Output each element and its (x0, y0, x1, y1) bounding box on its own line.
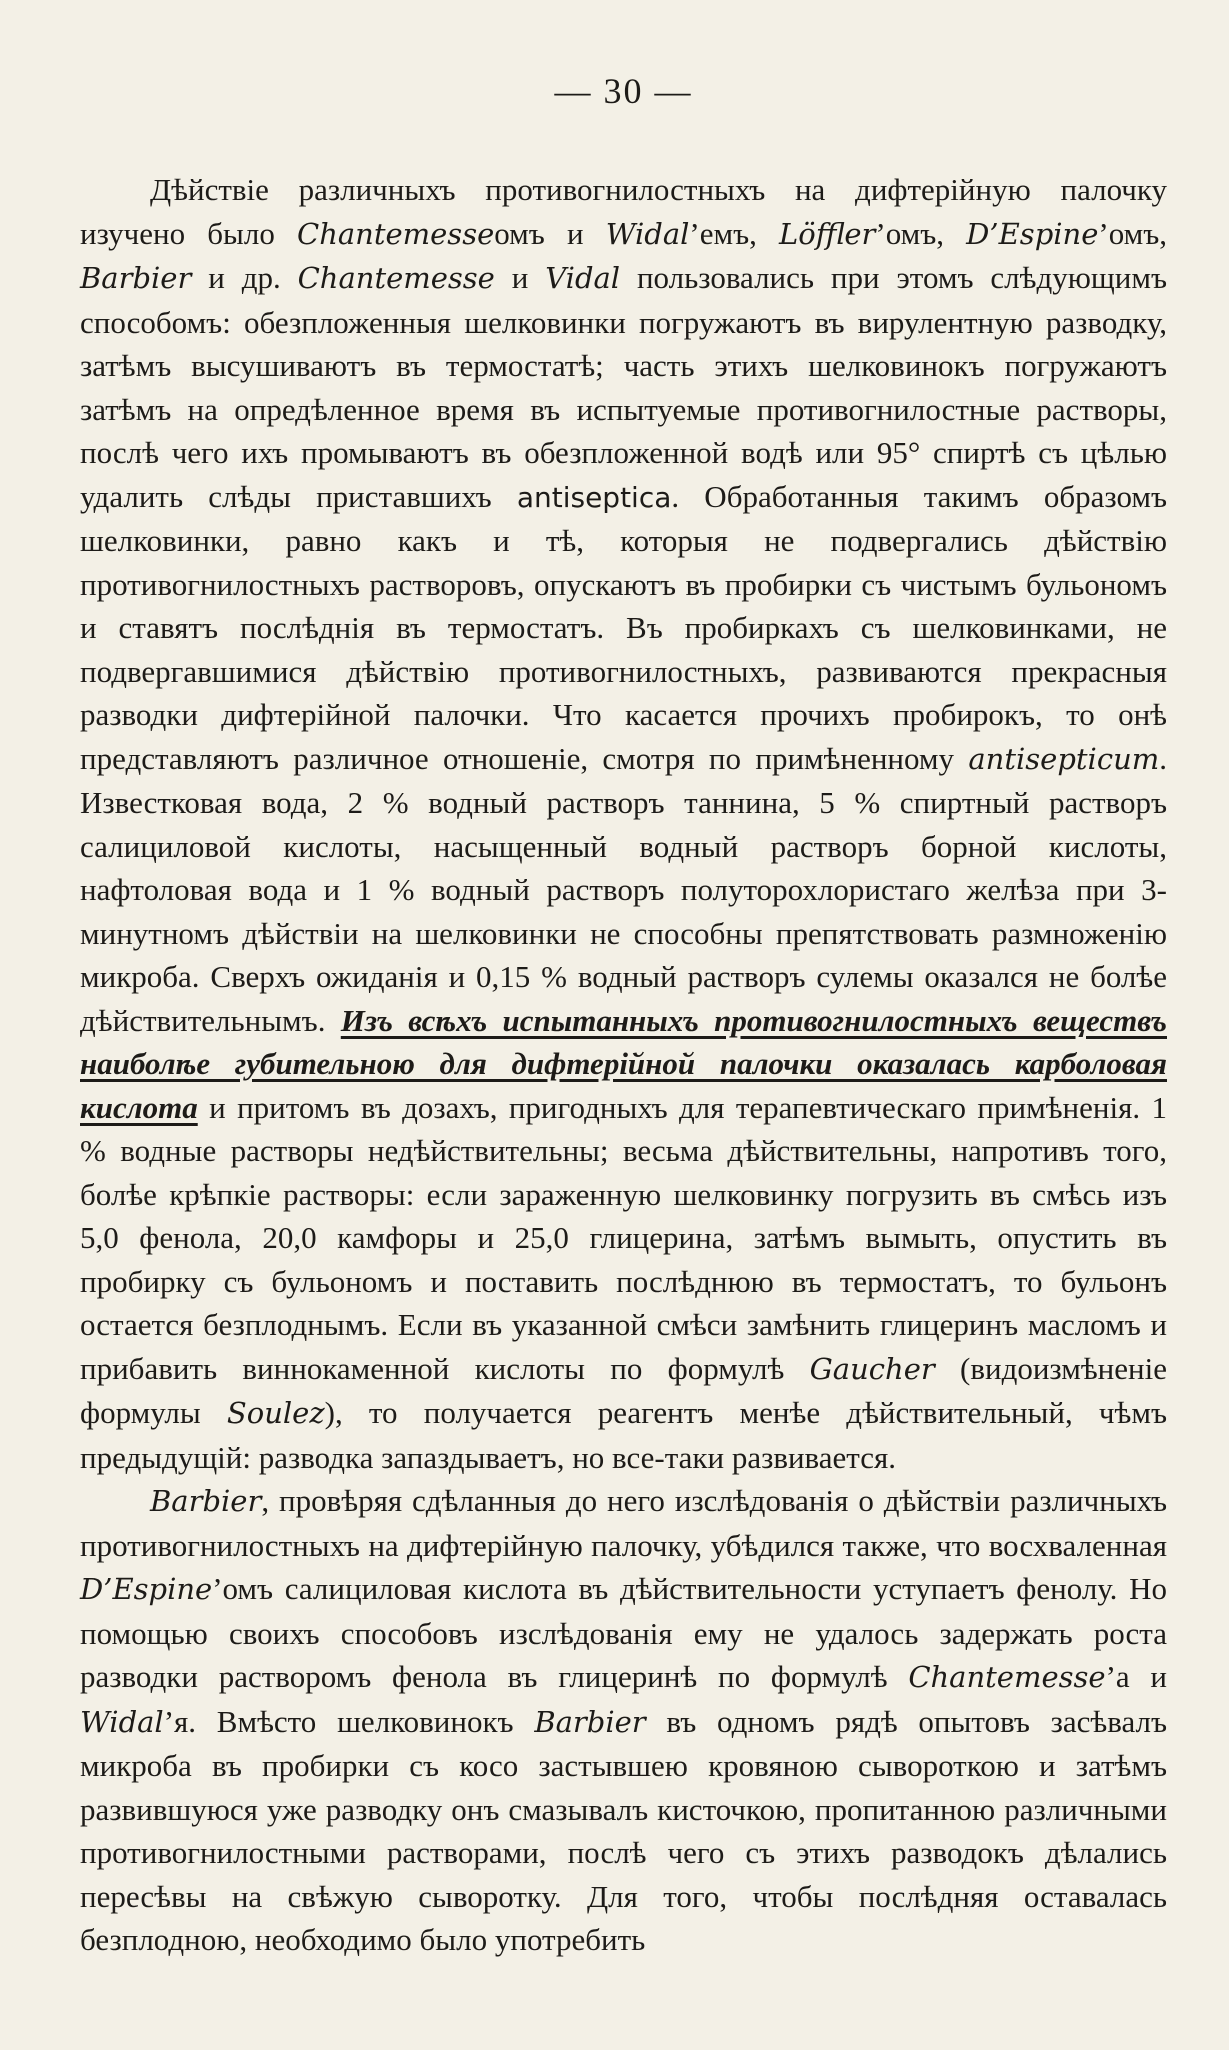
author-name: Chantemesse (297, 216, 495, 251)
author-name: D’Espine (966, 216, 1099, 251)
author-name: Chantemesse (908, 1660, 1106, 1694)
author-name: Widal (80, 1704, 164, 1739)
author-name: Barbier (534, 1704, 646, 1739)
text-run: . Известковая вода, 2 % водный растворъ таннина, 5 % спиртный растворъ салициловой кислоты, насыщенный водный растворъ борной кислоты, нафтоловая вода и 1 % водный растворъ полуторохлористаго желѣза при 3-минутномъ дѣйствіи на шелковинки не способны препятствовать размноженію микроба. Сверхъ ожиданія и 0,15 % водный растворъ сулемы оказался не болѣе дѣйствительнымъ. (80, 740, 1167, 1038)
author-name: Soulez (226, 1396, 325, 1430)
text-run: , провѣряя сдѣланныя до него изслѣдованія о дѣйствіи различныхъ противогнилостныхъ на дифтерійную палочку, убѣдился также, что восхваленная (80, 1483, 1167, 1563)
author-name: Barbier (80, 261, 192, 295)
text-run: (видоизмѣненіе формулы (80, 1350, 1167, 1430)
author-name: Gaucher (809, 1351, 935, 1386)
author-name: Vidal (545, 261, 621, 295)
author-name: Löffler (779, 216, 876, 251)
author-name: D’Espine (80, 1572, 213, 1606)
author-name: Widal (605, 216, 690, 251)
text-run: ’емъ, (689, 215, 780, 251)
text-run: ’омъ, (875, 215, 967, 251)
text-run: и др. (191, 260, 298, 295)
author-name: Chantemesse (297, 261, 495, 295)
text-run: ), то получается реагентъ менѣе дѣйствительный, чѣмъ предыдущій: разводка запаздываетъ, но все-таки развивается. (80, 1395, 1167, 1475)
paragraph-1 (80, 168, 1167, 1479)
paragraph-2 (80, 1479, 1167, 1962)
page-number-header: — 30 — (554, 71, 693, 111)
latin-term: antiseptica (516, 480, 672, 514)
emphasized-conclusion: Изъ всѣхъ испытанныхъ противогнилостныхъ веществъ наиболѣе губительною для дифтерійной палочки оказалась карболовая кислота (80, 1002, 1167, 1125)
latin-term: antisepticum (968, 741, 1160, 776)
text-run: омъ и (494, 215, 606, 251)
text-run: и (494, 260, 546, 295)
text-run: и притомъ въ дозахъ, пригодныхъ для терапевтическаго примѣненія. 1 % водные растворы недѣйствительны; весьма дѣйствительны, напротивъ того, болѣе крѣпкіе растворы: если зараженную шелковинку погрузить въ смѣсь изъ 5,0 фенола, 20,0 камфоры и 25,0 глицерина, затѣмъ вымыть, опустить въ пробирку съ бульономъ и поставить послѣднюю въ термостатъ, то бульонъ остается безплоднымъ. Если въ указанной смѣси замѣнить глицеринъ масломъ и прибавить виннокаменной кислоты по формулѣ (80, 1089, 1167, 1386)
text-run: въ одномъ рядѣ опытовъ засѣвалъ микроба въ пробирки съ косо застывшею кровяною сывороткою и затѣмъ развившуюся уже разводку онъ смазывалъ кисточкою, пропитанною различными противогнилостными растворами, послѣ чего съ этихъ разводокъ дѣлались пересѣвы на свѣжую сыворотку. Для того, чтобы послѣдняя оставалась безплодною, необходимо было употребить (80, 1703, 1167, 1957)
text-run: ’а и (1105, 1659, 1167, 1694)
text-run: Дѣйствіе различныхъ противогнилостныхъ на дифтерійную палочку изучено было (80, 172, 1167, 251)
text-run: ’омъ, (1098, 215, 1168, 251)
text-run: пользовались при этомъ слѣдующимъ способомъ: обезпложенныя шелковинки погружаютъ въ вирулентную разводку, затѣмъ высушиваютъ въ термостатѣ; часть этихъ шелковинокъ погружаютъ затѣмъ на опредѣленное время въ испытуемые противогнилостные растворы, послѣ чего ихъ промываютъ въ обезпложенной водѣ или 95° спиртѣ съ цѣлью удалить слѣды приставшихъ (80, 260, 1167, 514)
text-run: ’омъ салициловая кислота въ дѣйствительности уступаетъ фенолу. Но помощью своихъ способовъ изслѣдованія ему не удалось задержать роста разводки растворомъ фенола въ глицеринѣ по формулѣ (80, 1571, 1167, 1694)
text-run: ’я. Вмѣсто шелковинокъ (163, 1703, 535, 1739)
text-run: . Обработанныя такимъ образомъ шелковинки, равно какъ и тѣ, которыя не подвергались дѣйствію противогнилостныхъ растворовъ, опускаютъ въ пробирки съ чистымъ бульономъ и ставятъ послѣднія въ термостатъ. Въ пробиркахъ съ шелковинками, не подвергавшимися дѣйствію противогнилостныхъ, развиваются прекрасныя разводки дифтерійной палочки. Что касается прочихъ пробирокъ, то онѣ представляютъ различное отношеніе, смотря по примѣненному (80, 478, 1167, 776)
author-name: Barbier (150, 1484, 262, 1518)
